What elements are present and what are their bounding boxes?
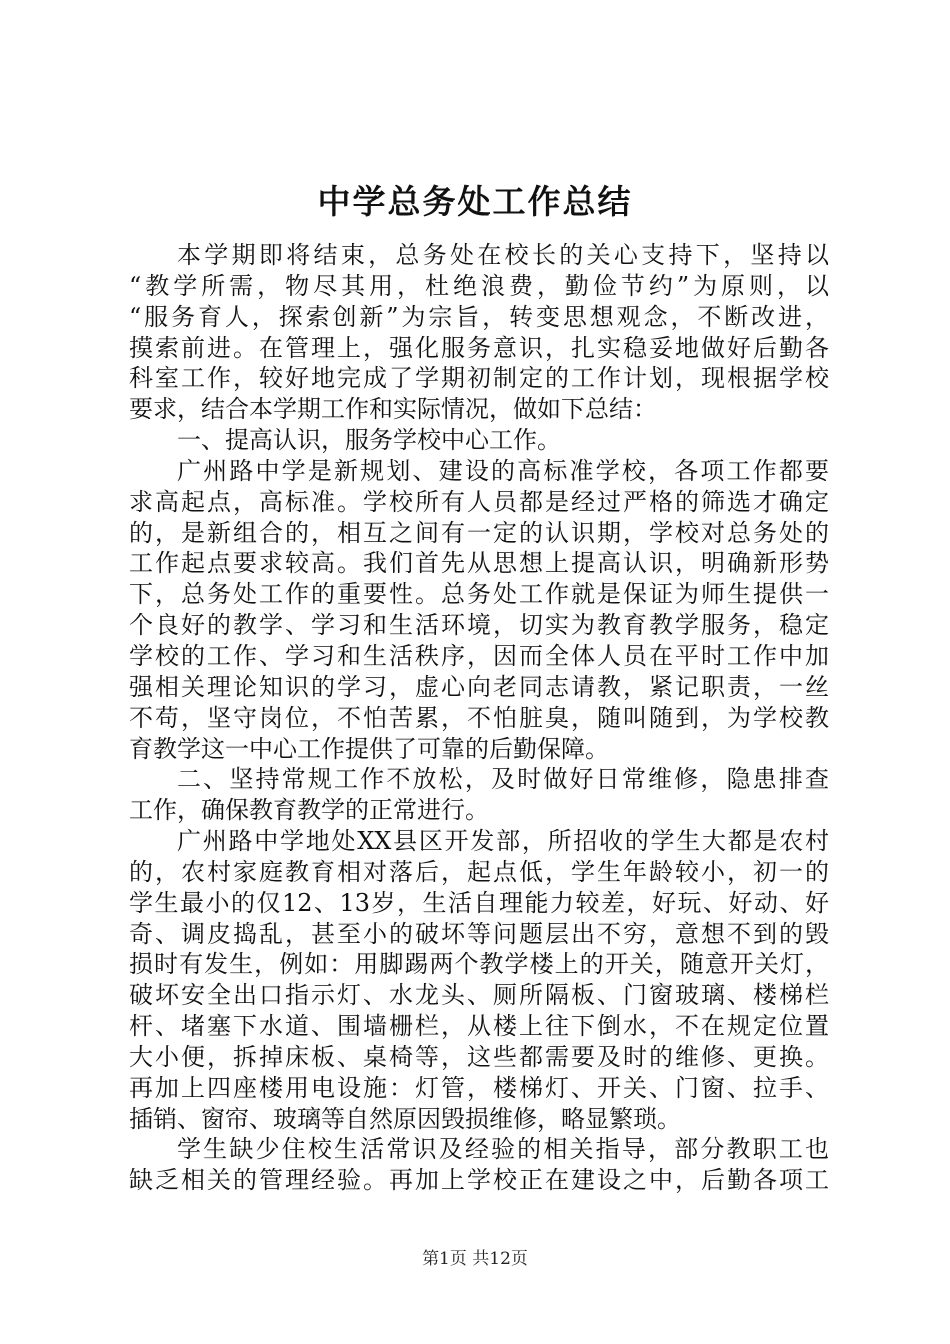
text-line: 下，总务处工作的重要性。总务处工作就是保证为师生提供一 (129, 580, 829, 609)
text-line: 学生最小的仅12、13岁，生活自理能力较差，好玩、好动、好 (129, 888, 829, 917)
text-line: 广州路中学是新规划、建设的高标准学校，各项工作都要 (177, 456, 829, 485)
text-line: 插销、窗帘、玻璃等自然原因毁损维修，略显繁琐。 (129, 1104, 681, 1133)
text-line: 大小便，拆掉床板、桌椅等，这些都需要及时的维修、更换。 (129, 1042, 829, 1071)
text-line: 本学期即将结束，总务处在校长的关心支持下，坚持以 (177, 241, 829, 269)
text-line: 摸索前进。在管理上，强化服务意识，扎实稳妥地做好后勤各 (129, 333, 829, 362)
text-line: 要求，结合本学期工作和实际情况，做如下总结： (129, 395, 657, 424)
text-line: 损时有发生，例如：用脚踢两个教学楼上的开关，随意开关灯， (129, 950, 829, 979)
text-line: 再加上四座楼用电设施：灯管，楼梯灯、开关、门窗、拉手、 (129, 1073, 829, 1102)
text-line: 工作，确保教育教学的正常进行。 (129, 796, 489, 825)
text-line: 的，是新组合的，相互之间有一定的认识期，学校对总务处的 (129, 518, 829, 547)
text-line: 学校的工作、学习和生活秩序，因而全体人员在平时工作中加 (129, 641, 829, 670)
text-line: “服务育人，探索创新”为宗旨，转变思想观念，不断改进， (129, 302, 829, 331)
text-line: 学生缺少住校生活常识及经验的相关指导，部分教职工也 (177, 1135, 829, 1164)
page-title: 中学总务处工作总结 (317, 182, 633, 221)
page-footer: 第1页 共12页 (422, 1249, 528, 1269)
text-line: 缺乏相关的管理经验。再加上学校正在建设之中，后勤各项工 (129, 1166, 829, 1195)
text-line: 个良好的教学、学习和生活环境，切实为教育教学服务，稳定 (129, 611, 829, 640)
text-line: 破坏安全出口指示灯、水龙头、厕所隔板、门窗玻璃、楼梯栏 (129, 981, 829, 1010)
text-line: “教学所需，物尽其用，杜绝浪费，勤俭节约”为原则，以 (129, 271, 829, 300)
text-line: 广州路中学地处XX县区开发部，所招收的学生大都是农村 (177, 827, 829, 856)
text-line: 工作起点要求较高。我们首先从思想上提高认识，明确新形势 (129, 549, 829, 578)
text-line: 的，农村家庭教育相对落后，起点低，学生年龄较小，初一的 (129, 857, 829, 886)
text-line: 育教学这一中心工作提供了可靠的后勤保障。 (129, 734, 609, 763)
text-line: 一、提高认识，服务学校中心工作。 (177, 426, 561, 455)
text-line: 二、坚持常规工作不放松，及时做好日常维修，隐患排查 (177, 765, 829, 794)
text-line: 奇、调皮捣乱，甚至小的破坏等问题层出不穷，意想不到的毁 (129, 919, 829, 948)
text-line: 杆、堵塞下水道、围墙栅栏，从楼上往下倒水，不在规定位置 (129, 1012, 829, 1041)
text-line: 求高起点，高标准。学校所有人员都是经过严格的筛选才确定 (129, 487, 829, 516)
text-line: 强相关理论知识的学习，虚心向老同志请教，紧记职责，一丝 (129, 672, 829, 701)
text-line: 不苟，坚守岗位，不怕苦累，不怕脏臭，随叫随到，为学校教 (129, 703, 829, 732)
document-body (129, 240, 829, 1196)
text-line: 科室工作，较好地完成了学期初制定的工作计划，现根据学校 (129, 364, 829, 393)
